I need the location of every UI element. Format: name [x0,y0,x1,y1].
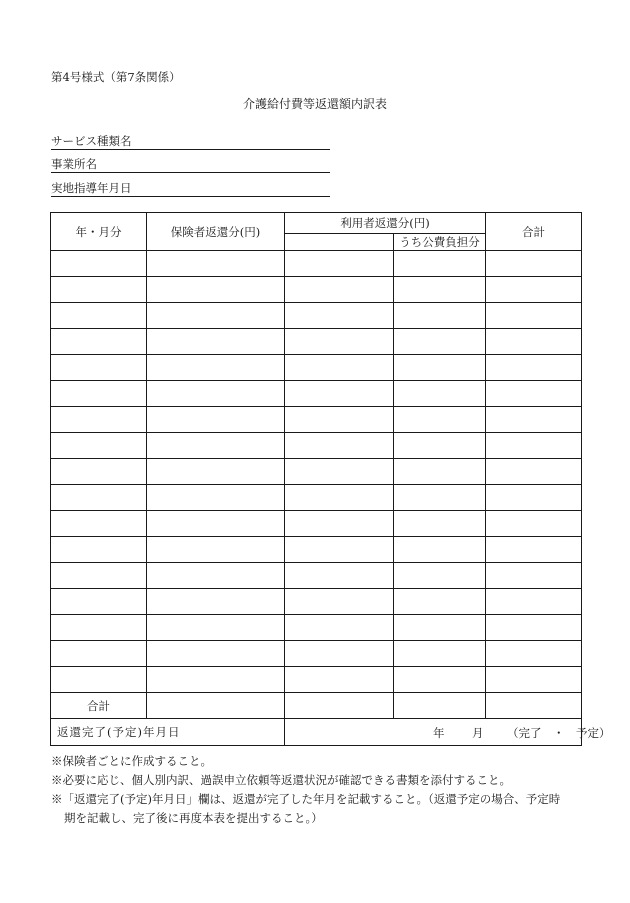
public-portion-cell[interactable] [394,329,486,355]
year-month-cell[interactable] [51,355,147,381]
user-refund-cell[interactable] [285,511,394,537]
year-month-cell[interactable] [51,641,147,667]
completion-date-field[interactable] [285,719,611,746]
user-refund-cell[interactable] [285,641,394,667]
user-refund-cell[interactable] [285,277,394,303]
field-inspection-date[interactable]: 実地指導年月日 [51,181,330,197]
public-portion-cell[interactable] [394,251,486,277]
year-month-cell[interactable] [51,511,147,537]
form-number: 第4号様式（第7条関係） [51,70,181,84]
year-month-cell[interactable] [51,485,147,511]
year-month-cell[interactable] [51,251,147,277]
total-cell[interactable] [486,381,582,407]
table-row [51,459,582,485]
insurer-refund-cell[interactable] [147,355,285,381]
public-portion-cell[interactable] [394,303,486,329]
table-row [51,329,582,355]
header-user-refund: 利用者返還分(円) [285,213,486,234]
year-month-cell[interactable] [51,563,147,589]
user-refund-cell[interactable] [285,251,394,277]
user-refund-cell[interactable] [285,381,394,407]
table-row [51,381,582,407]
public-portion-cell[interactable] [394,667,486,693]
user-refund-cell[interactable] [285,303,394,329]
total-cell[interactable] [486,589,582,615]
field-office-name[interactable]: 事業所名 [51,157,330,173]
total-cell[interactable] [486,329,582,355]
header-user-refund-empty [285,234,394,251]
insurer-refund-cell[interactable] [147,381,285,407]
header-year-month: 年・月分 [51,213,147,251]
user-refund-cell[interactable] [285,615,394,641]
year-month-cell[interactable] [51,433,147,459]
total-cell[interactable] [486,277,582,303]
insurer-refund-cell[interactable] [147,641,285,667]
table-row [51,407,582,433]
total-cell[interactable] [486,433,582,459]
table-row [51,589,582,615]
total-cell[interactable] [486,251,582,277]
public-portion-cell[interactable] [394,355,486,381]
insurer-refund-cell[interactable] [147,589,285,615]
year-month-cell[interactable] [51,407,147,433]
completion-year-label: 年 [433,726,445,740]
table-row [51,355,582,381]
user-refund-cell[interactable] [285,589,394,615]
total-cell[interactable] [486,485,582,511]
year-month-cell[interactable] [51,329,147,355]
user-refund-cell[interactable] [285,537,394,563]
user-refund-cell[interactable] [285,407,394,433]
total-user-cell[interactable] [285,693,394,719]
table-row [51,277,582,303]
insurer-refund-cell[interactable] [147,563,285,589]
total-row-label: 合計 [51,693,147,719]
table-row [51,641,582,667]
total-cell[interactable] [486,641,582,667]
insurer-refund-cell[interactable] [147,407,285,433]
page-title: 介護給付費等返還額内訳表 [242,97,387,111]
insurer-refund-cell[interactable] [147,303,285,329]
insurer-refund-cell[interactable] [147,251,285,277]
table-row [51,667,582,693]
year-month-cell[interactable] [51,667,147,693]
year-month-cell[interactable] [51,537,147,563]
total-cell[interactable] [486,511,582,537]
public-portion-cell[interactable] [394,615,486,641]
header-public-portion: うち公費負担分 [394,234,486,251]
public-portion-cell[interactable] [394,381,486,407]
year-month-cell[interactable] [51,615,147,641]
public-portion-cell[interactable] [394,641,486,667]
note-3: ※「返還完了(予定)年月日」欄は、返還が完了した年月を記載すること。（返還予定の場合、予定時 [51,792,561,806]
year-month-cell[interactable] [51,589,147,615]
user-refund-cell[interactable] [285,433,394,459]
user-refund-cell[interactable] [285,329,394,355]
note-2: ※必要に応じ、個人別内訳、過誤申立依頼等返還状況が確認できる書類を添付すること。 [51,773,511,787]
insurer-refund-cell[interactable] [147,433,285,459]
refund-breakdown-table [50,212,611,746]
public-portion-cell[interactable] [394,511,486,537]
insurer-refund-cell[interactable] [147,537,285,563]
public-portion-cell[interactable] [394,589,486,615]
completion-date-label: 返還完了(予定)年月日 [51,719,285,746]
public-portion-cell[interactable] [394,459,486,485]
insurer-refund-cell[interactable] [147,329,285,355]
field-service-type[interactable]: サービス種類名 [51,134,330,150]
total-cell[interactable] [486,537,582,563]
completion-status-choice: （完了 ・ 予定） [507,726,611,740]
public-portion-cell[interactable] [394,277,486,303]
table-row [51,615,582,641]
notes [51,752,591,828]
insurer-refund-cell[interactable] [147,485,285,511]
public-portion-cell[interactable] [394,433,486,459]
total-cell[interactable] [486,355,582,381]
total-cell[interactable] [486,459,582,485]
public-portion-cell[interactable] [394,485,486,511]
insurer-refund-cell[interactable] [147,667,285,693]
table-row [51,303,582,329]
total-cell[interactable] [486,407,582,433]
table-row [51,511,582,537]
user-refund-cell[interactable] [285,667,394,693]
table-row [51,563,582,589]
year-month-cell[interactable] [51,381,147,407]
total-public-cell[interactable] [394,693,486,719]
public-portion-cell[interactable] [394,563,486,589]
year-month-cell[interactable] [51,277,147,303]
table-row [51,251,582,277]
user-refund-cell[interactable] [285,485,394,511]
total-sum-cell[interactable] [486,693,582,719]
total-cell[interactable] [486,667,582,693]
table-row [51,485,582,511]
header-total: 合計 [486,213,582,251]
insurer-refund-cell[interactable] [147,511,285,537]
user-refund-cell[interactable] [285,459,394,485]
year-month-cell[interactable] [51,459,147,485]
note-1: ※保険者ごとに作成すること。 [51,754,212,768]
total-cell[interactable] [486,615,582,641]
total-cell[interactable] [486,303,582,329]
header-insurer-refund: 保険者返還分(円) [147,213,285,251]
insurer-refund-cell[interactable] [147,459,285,485]
table-row [51,433,582,459]
insurer-refund-cell[interactable] [147,277,285,303]
year-month-cell[interactable] [51,303,147,329]
table-row [51,537,582,563]
total-insurer-cell[interactable] [147,693,285,719]
total-cell[interactable] [486,563,582,589]
public-portion-cell[interactable] [394,537,486,563]
user-refund-cell[interactable] [285,355,394,381]
note-3-continued: 期を記載し、完了後に再度本表を提出すること。） [64,811,323,825]
completion-month-label: 月 [472,726,484,740]
insurer-refund-cell[interactable] [147,615,285,641]
user-refund-cell[interactable] [285,563,394,589]
public-portion-cell[interactable] [394,407,486,433]
